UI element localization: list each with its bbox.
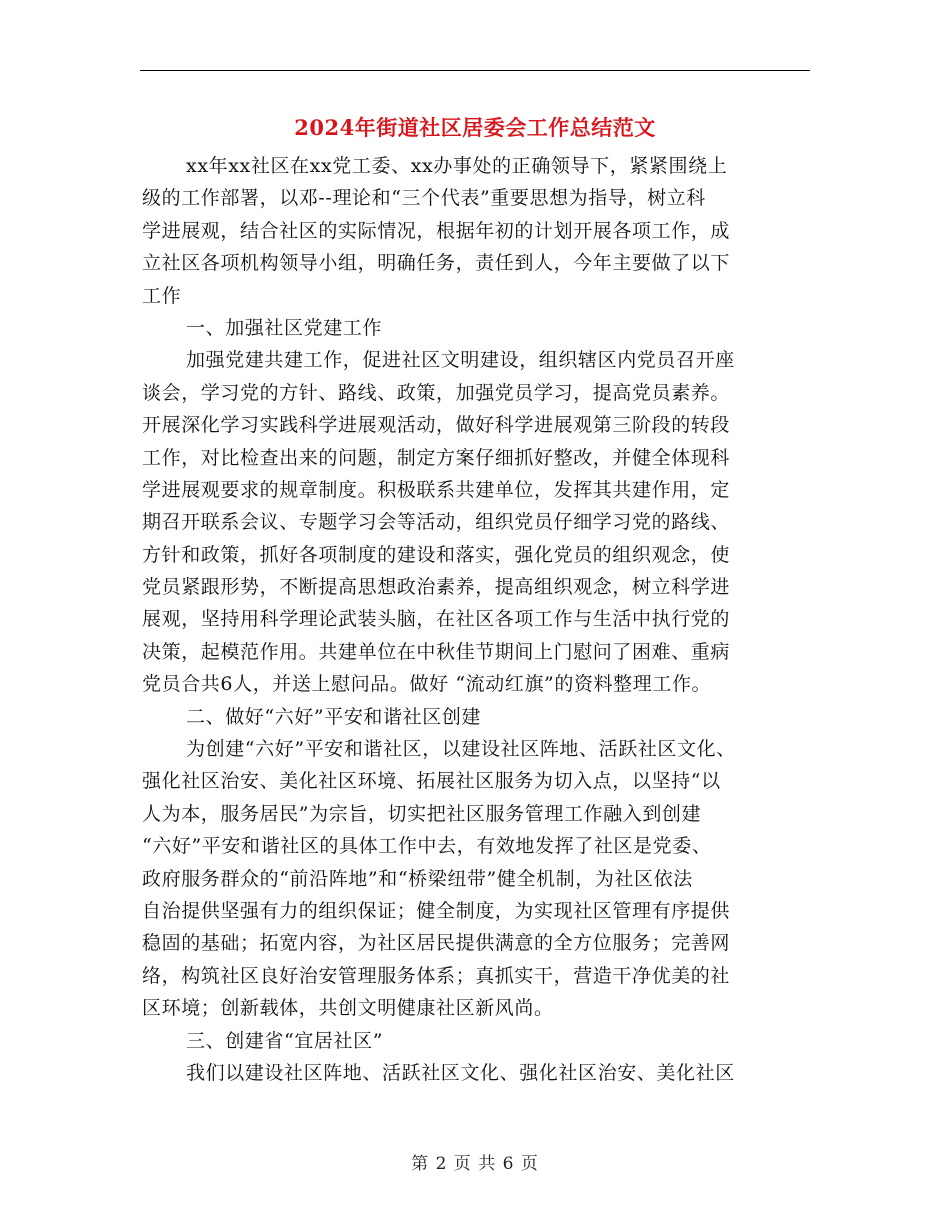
text-line: 一、加强社区党建工作 (186, 316, 383, 339)
text-line: 加强党建共建工作，促进社区文明建设，组织辖区内党员召开座 (186, 349, 735, 372)
text-line: 人为本，服务居民”为宗旨，切实把社区服务管理工作融入到创建 (142, 802, 702, 825)
text-line: 谈会，学习党的方针、路线、政策，加强党员学习，提高党员素养。 (142, 381, 731, 404)
text-line: 为创建“六好”平安和谐社区，以建设社区阵地、活跃社区文化、 (186, 738, 736, 761)
text-line: 决策，起模范作用。共建单位在中秋佳节期间上门慰问了困难、重病 (142, 640, 731, 663)
text-line: 立社区各项机构领导小组，明确任务，责任到人，今年主要做了以下 (142, 252, 731, 275)
text-line: 络，构筑社区良好治安管理服务体系；真抓实干，营造干净优美的社 (142, 964, 731, 987)
text-line: 级的工作部署，以邓--理论和“三个代表”重要思想为指导，树立科 (142, 187, 706, 210)
text-line: 我们以建设社区阵地、活跃社区文化、强化社区治安、美化社区 (186, 1061, 735, 1084)
text-line: 政府服务群众的“前沿阵地”和“桥梁纽带”健全机制，为社区依法 (142, 867, 693, 890)
text-line: 党员合共6人，并送上慰问品。做好 “流动红旗”的资料整理工作。 (142, 673, 712, 696)
text-line: 工作 (142, 284, 182, 307)
text-line: 稳固的基础；拓宽内容，为社区居民提供满意的全方位服务；完善网 (142, 932, 731, 955)
text-line: 党员紧跟形势，不断提高思想政治素养，提高组织观念，树立科学进 (142, 576, 731, 599)
text-line: 区环境；创新载体，共创文明健康社区新风尚。 (142, 997, 554, 1020)
document-body (142, 150, 814, 1089)
text-line: 展观，坚持用科学理论武装头脑，在社区各项工作与生活中执行党的 (142, 608, 731, 631)
text-line: 学进展观，结合社区的实际情况，根据年初的计划开展各项工作，成 (142, 219, 731, 242)
document-title: 2024年街道社区居委会工作总结范文 (294, 115, 656, 140)
text-line: 强化社区治安、美化社区环境、拓展社区服务为切入点，以坚持“以 (142, 770, 721, 793)
text-line: xx年xx社区在xx党工委、xx办事处的正确领导下，紧紧围绕上 (186, 155, 728, 177)
text-line: “六好”平安和谐社区的具体工作中去，有效地发挥了社区是党委、 (142, 835, 712, 858)
text-line: 方针和政策，抓好各项制度的建设和落实，强化党员的组织观念，使 (142, 543, 731, 566)
text-line: 二、做好“六好”平安和谐社区创建 (186, 705, 482, 728)
text-line: 学进展观要求的规章制度。积极联系共建单位，发挥其共建作用，定 (142, 478, 731, 501)
text-line: 三、创建省“宜居社区” (186, 1029, 384, 1052)
text-line: 自治提供坚强有力的组织保证；健全制度，为实现社区管理有序提供 (142, 899, 731, 922)
text-line: 期召开联系会议、专题学习会等活动，组织党员仔细学习党的路线、 (142, 511, 731, 534)
header-rule (140, 70, 810, 71)
page-footer: 第 2 页 共 6 页 (411, 1154, 539, 1174)
text-line: 工作，对比检查出来的问题，制定方案仔细抓好整改，并健全体现科 (142, 446, 731, 469)
text-line: 开展深化学习实践科学进展观活动，做好科学进展观第三阶段的转段 (142, 414, 731, 437)
